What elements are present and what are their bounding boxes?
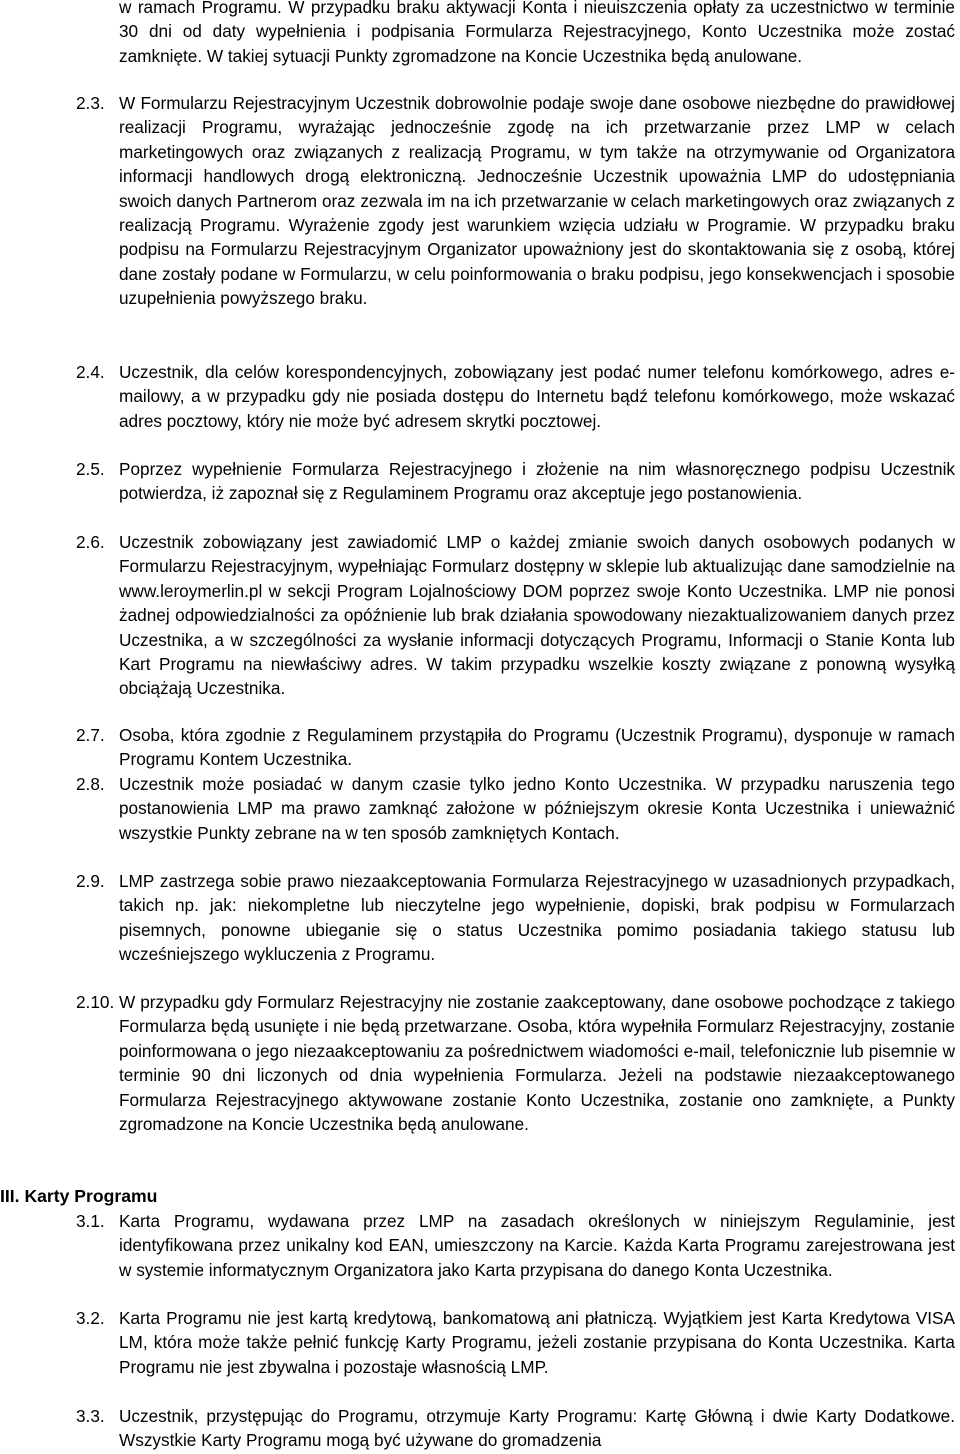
clause-number: 3.3. — [76, 1406, 105, 1426]
clause-3-1 — [76, 1209, 955, 1280]
clause-2-4 — [76, 360, 955, 431]
intro-paragraph: w ramach Programu. W przypadku braku aktywacji Konta i nieuiszczenia opłaty za uczestnictwo w terminie 30 dni od daty wypełnienia i podpisania Formularza Rejestracyjnego, Konto Uczestnika może zostać zamknięte. W takiej sytuacji Punkty zgromadzone na Koncie Uczestnika będą anulowane. — [119, 0, 955, 66]
clause-text: W Formularzu Rejestracyjnym Uczestnik dobrowolnie podaje swoje dane osobowe niezbędne do prawidłowej realizacji Programu, wyrażając jednocześnie zgodę na ich przetwarzanie przez LMP w celach marketingowych oraz związanych z realizacją Programu, w tym także na otrzymywanie od Organizatora informacji handlowych drogą elektroniczną. Jednocześnie Uczestnik upoważnia LMP do udostępniania swoich danych Partnerom oraz zezwala im na ich przetwarzanie w celach marketingowych oraz związanych z realizacją Programu. Wyrażenie zgody jest warunkiem wzięcia udziału w Programie. W przypadku braku podpisu na Formularzu Rejestracyjnym Organizator upoważniony jest do skontaktowania się z osobą, której dane zostały podane w Formularzu, w celu poinformowania o braku podpisu, jego konsekwencjach i sposobie uzupełnienia powyższego braku. — [119, 93, 955, 309]
clause-2-10 — [76, 990, 955, 1135]
clause-number: 2.5. — [76, 459, 105, 479]
clause-text: Poprzez wypełnienie Formularza Rejestracyjnego i złożenie na nim własnoręcznego podpisu Uczestnik potwierdza, iż zapoznał się z Regulaminem Programu oraz akceptuje jego postanowienia. — [119, 459, 955, 504]
clause-number: 3.1. — [76, 1211, 105, 1231]
clause-number: 2.7. — [76, 725, 105, 745]
clause-2-6 — [76, 530, 955, 699]
clause-text: Uczestnik, dla celów korespondencyjnych, zobowiązany jest podać numer telefonu komórkowego, adres e-mailowy, a w przypadku gdy nie posiada dostępu do Internetu bądź telefonu komórkowego, może wskazać adres pocztowy, który nie może być adresem skrytki pocztowej. — [119, 362, 955, 431]
clause-text: Uczestnik może posiadać w danym czasie tylko jedno Konto Uczestnika. W przypadku naruszenia tego postanowienia LMP ma prawo zamknąć założone w późniejszym okresie Konta Uczestnika i unieważnić wszystkie Punkty zebrane na w ten sposób zamkniętych Kontach. — [119, 774, 955, 843]
clause-number: 3.2. — [76, 1308, 105, 1328]
clause-text: LMP zastrzega sobie prawo niezaakceptowania Formularza Rejestracyjnego w uzasadnionych przypadkach, takich np. jak: niekompletne lub nieczytelne jego wypełnienie, dopiski, brak podpisu w Formularzach pisemnych, ponowne ubieganie się o status Uczestnika pomimo posiadania takiego statusu lub wcześniejszego wykluczenia z Programu. — [119, 871, 955, 965]
clause-text: Karta Programu, wydawana przez LMP na zasadach określonych w niniejszym Regulaminie, jest identyfikowana przez unikalny kod EAN, umieszczony na Karcie. Każda Karta Programu zarejestrowana jest w systemie informatycznym Organizatora jako Karta przypisana do danego Konta Uczestnika. — [119, 1211, 955, 1280]
clause-text: Osoba, która zgodnie z Regulaminem przystąpiła do Programu (Uczestnik Programu), dysponuje w ramach Programu Kontem Uczestnika. — [119, 725, 955, 770]
clause-2-8 — [76, 772, 955, 843]
clause-2-3 — [76, 91, 955, 309]
clause-2-5 — [76, 457, 955, 504]
clause-number: 2.10. — [76, 992, 115, 1012]
clause-text: Uczestnik zobowiązany jest zawiadomić LMP o każdej zmianie swoich danych osobowych podanych w Formularzu Rejestracyjnym, wypełniając Formularz dostępny w sklepie lub aktualizując dane samodzielnie na www.leroymerlin.pl w sekcji Program Lojalnościowy DOM poprzez swoje Konto Uczestnika. LMP nie ponosi żadnej odpowiedzialności za opóźnienie lub brak działania spowodowany niezaktualizowaniem danych przez Uczestnika, a w szczególności za wysłanie informacji dotyczących Programu, Informacji o Stanie Konta lub Kart Programu na niewłaściwy adres. W takim przypadku wszelkie koszty związane z ponowną wysyłką obciążają Uczestnika. — [119, 532, 955, 699]
clause-2-9 — [76, 869, 955, 965]
clause-3-2 — [76, 1306, 955, 1377]
clause-number: 2.8. — [76, 774, 105, 794]
clause-text: W przypadku gdy Formularz Rejestracyjny nie zostanie zaakceptowany, dane osobowe pochodzące z takiego Formularza będą usunięte i nie będą przetwarzane. Osoba, która wypełniła Formularz Rejestracyjny, zostanie poinformowana o jego niezaakceptowaniu za pośrednictwem wiadomości e-mail, telefonicznie lub pisemnie w terminie 90 dni liczonych od dnia wypełnienia Formularza. Jeżeli na podstawie niezaakceptowanego Formularza Rejestracyjnego aktywowane zostanie Konto Uczestnika, zostanie ono zamknięte, a Punkty zgromadzone na Koncie Uczestnika będą anulowane. — [119, 992, 955, 1135]
clause-text: Karta Programu nie jest kartą kredytową, bankomatową ani płatniczą. Wyjątkiem jest Karta Kredytowa VISA LM, która może także pełnić funkcję Karty Programu, jeżeli zostanie przypisana do Konta Uczestnika. Karta Programu nie jest zbywalna i pozostaje własnością LMP. — [119, 1308, 955, 1377]
clause-number: 2.9. — [76, 871, 105, 891]
clause-2-7 — [76, 723, 955, 770]
clause-number: 2.6. — [76, 532, 105, 552]
clause-text: Uczestnik, przystępując do Programu, otrzymuje Karty Programu: Kartę Główną i dwie Karty Dodatkowe. Wszystkie Karty Programu mogą być używane do gromadzenia — [119, 1406, 955, 1451]
clause-3-3 — [76, 1404, 955, 1451]
section-heading: III. Karty Programu — [0, 1186, 158, 1206]
clause-number: 2.3. — [76, 93, 105, 113]
clause-number: 2.4. — [76, 362, 105, 382]
